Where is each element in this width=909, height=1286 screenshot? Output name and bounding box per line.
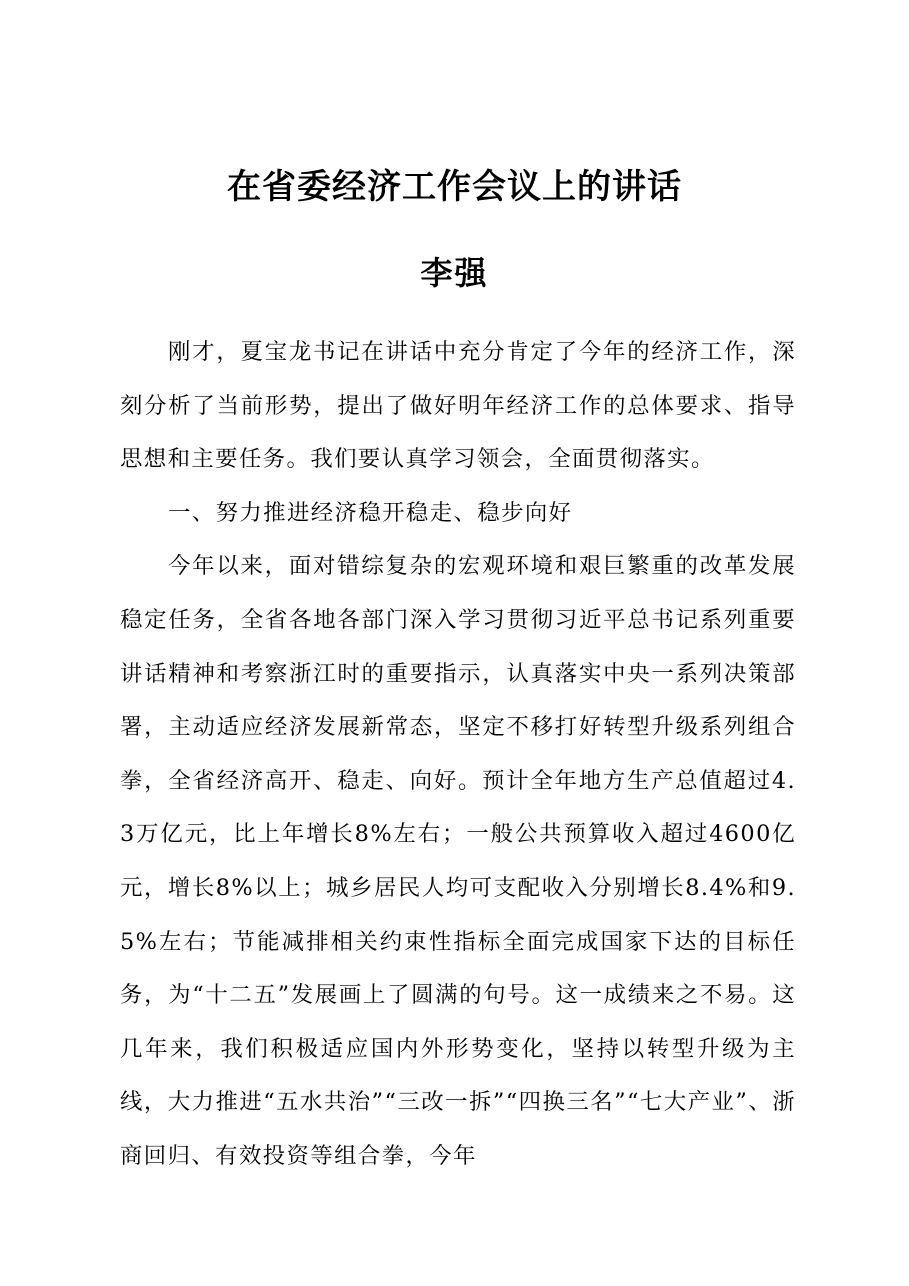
intro-paragraph: 刚才，夏宝龙书记在讲话中充分肯定了今年的经济工作，深刻分析了当前形势，提出了做好明年经济工作的总体要求、指导思想和主要任务。我们要认真学习领会，全面贯彻落实。 xyxy=(120,339,796,473)
section-heading: 一、努力推进经济稳开稳走、稳步向好 xyxy=(168,499,573,526)
document-title: 在省委经济工作会议上的讲话 xyxy=(227,167,682,207)
author-name: 李强 xyxy=(420,254,489,292)
document-body xyxy=(120,326,796,1184)
section-paragraph: 今年以来，面对错综复杂的宏观环境和艰巨繁重的改革发展稳定任务，全省各地各部门深入学习贯彻习近平总书记系列重要讲话精神和考察浙江时的重要指示，认真落实中央一系列决策部署，主动适应经济发展新常态，坚定不移打好转型升级系列组合拳，全省经济高开、稳走、向好。预计全年地方生产总值超过4.3万亿元，比上年增长8%左右；一般公共预算收入超过4600亿元，增长8%以上；城乡居民人均可支配收入分别增长8.4%和9.5%左右；节能减排相关约束性指标全面完成国家下达的目标任务，为“十二五”发展画上了圆满的句号。这一成绩来之不易。这几年来，我们积极适应国内外形势变化，坚持以转型升级为主线，大力推进“五水共治”“三改一拆”“四换三名”“七大产业”、浙商回归、有效投资等组合拳，今年 xyxy=(120,553,796,1169)
